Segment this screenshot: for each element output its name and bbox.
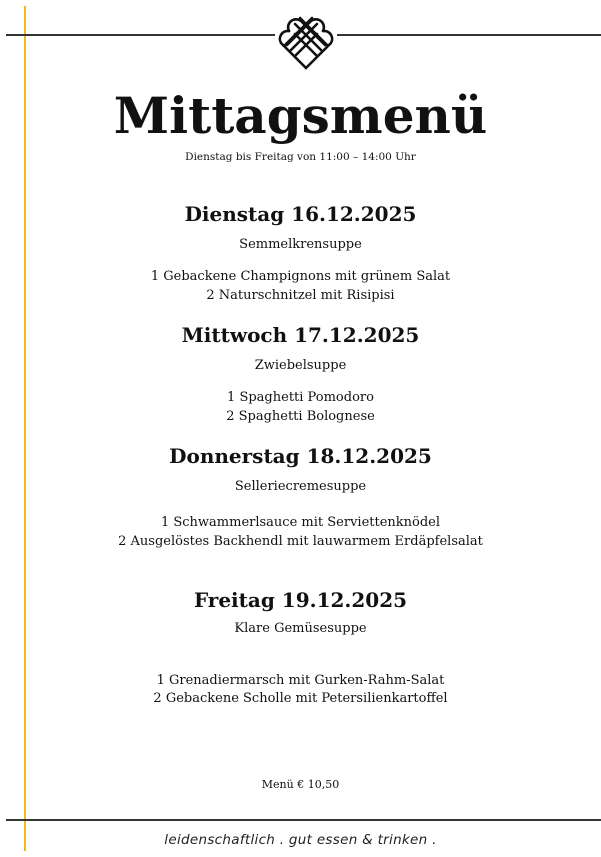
lattice-heart-icon (275, 12, 337, 70)
soup-dienstag: Semmelkrensuppe (239, 237, 362, 252)
dish-mittwoch-1: 1 Spaghetti Pomodoro (227, 390, 374, 405)
dish-dienstag-2: 2 Naturschnitzel mit Risipisi (206, 288, 395, 303)
dish-freitag-1: 1 Grenadiermarsch mit Gurken-Rahm-Salat (156, 673, 445, 688)
footer-slogan: leidenschaftlich . gut essen & trinken . (164, 832, 437, 848)
day-heading-mittwoch: Mittwoch 17.12.2025 (181, 323, 420, 347)
day-heading-dienstag: Dienstag 16.12.2025 (184, 202, 417, 226)
soup-freitag: Klare Gemüsesuppe (234, 621, 367, 636)
day-heading-freitag: Freitag 19.12.2025 (193, 588, 408, 612)
dish-donnerstag-2: 2 Ausgelöstes Backhendl mit lauwarmem Erdäpfelsalat (118, 534, 483, 549)
dish-freitag-2: 2 Gebackene Scholle mit Petersilienkartoffel (153, 691, 448, 706)
dish-mittwoch-2: 2 Spaghetti Bolognese (226, 409, 375, 424)
soup-mittwoch: Zwiebelsuppe (254, 358, 347, 373)
opening-hours: Dienstag bis Freitag von 11:00 – 14:00 Uhr (185, 151, 416, 163)
page-title: Mittagsmenü (113, 86, 488, 145)
menu-price: Menü € 10,50 (261, 778, 340, 791)
soup-donnerstag: Selleriecremesuppe (234, 479, 367, 494)
dish-dienstag-1: 1 Gebackene Champignons mit grünem Salat (150, 269, 451, 284)
day-heading-donnerstag: Donnerstag 18.12.2025 (169, 444, 432, 468)
dish-donnerstag-1: 1 Schwammerlsauce mit Serviettenknödel (160, 515, 441, 530)
bottom-divider (6, 819, 601, 821)
